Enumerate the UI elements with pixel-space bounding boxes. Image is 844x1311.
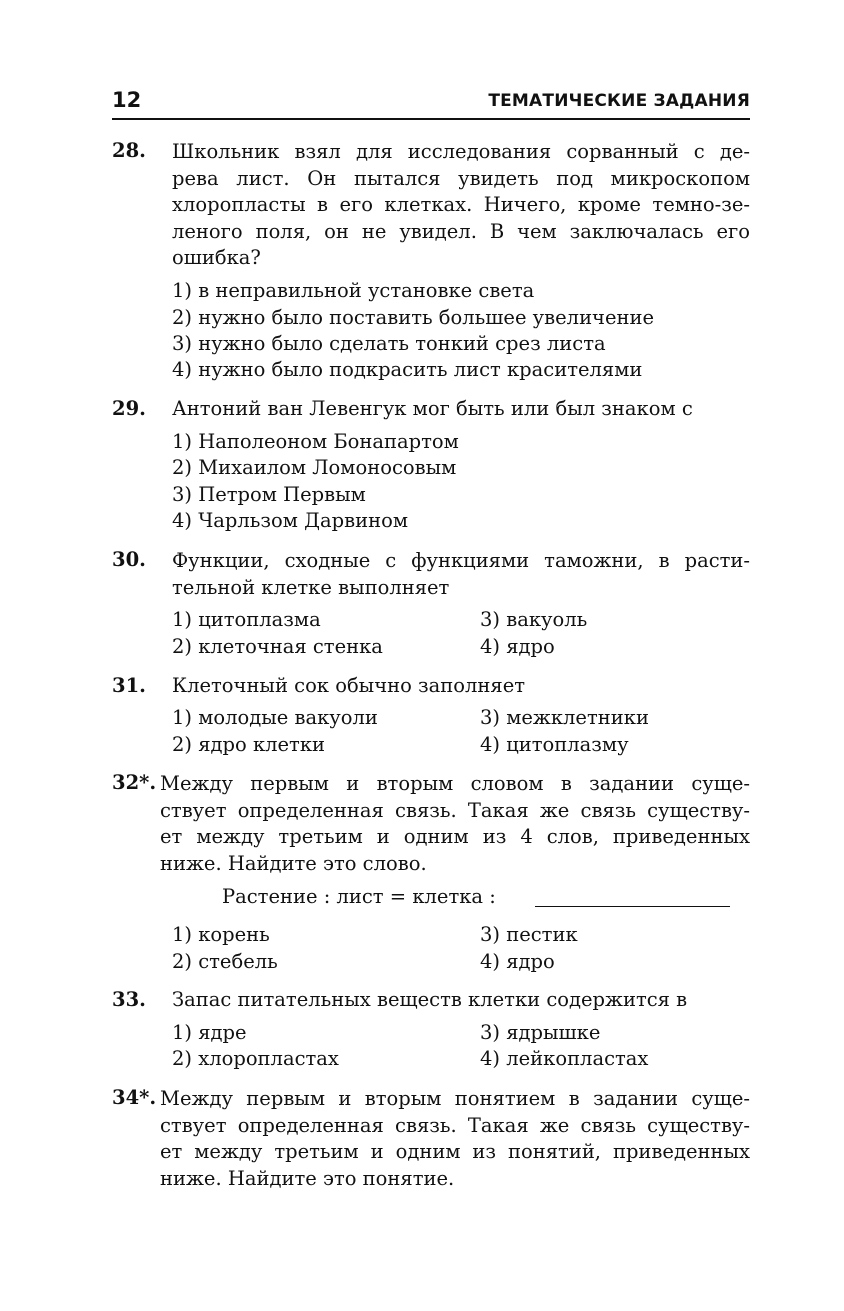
answer-option: 1) ядре xyxy=(172,1021,247,1044)
answer-option: 2) клеточная стенка xyxy=(172,635,383,658)
answer-option: 2) хлоропластах xyxy=(172,1047,339,1070)
page-header xyxy=(112,86,750,120)
answer-option: 3) вакуоль xyxy=(480,608,588,631)
answer-option: 4) цитоплазму xyxy=(480,733,629,756)
question-text xyxy=(172,139,750,272)
question-line: рева лист. Он пытался увидеть под микроскопом xyxy=(172,166,750,190)
answer-option: 4) ядро xyxy=(480,635,555,658)
answer-option: 3) нужно было сделать тонкий срез листа xyxy=(172,332,606,355)
answer-option: 2) стебель xyxy=(172,950,278,973)
question-text: Запас питательных веществ клетки содержится в xyxy=(172,988,688,1011)
answer-option: 4) нужно было подкрасить лист красителями xyxy=(172,358,643,381)
answer-option: 3) межклетники xyxy=(480,706,649,729)
answer-option: 3) ядрышке xyxy=(480,1021,601,1044)
question-text xyxy=(160,1086,750,1192)
answer-option: 4) Чарльзом Дарвином xyxy=(172,509,408,532)
answer-option: 4) ядро xyxy=(480,950,555,973)
answer-option: 1) молодые вакуоли xyxy=(172,706,378,729)
question-line: ствует определенная связь. Такая же связь существу- xyxy=(160,1113,750,1137)
question-line: Школьник взял для исследования сорванный с де- xyxy=(172,140,750,163)
question-line: ствует определенная связь. Такая же связь существу- xyxy=(160,798,750,822)
question-number: 33. xyxy=(112,988,146,1011)
question-line: ниже. Найдите это слово. xyxy=(160,851,427,875)
answer-option: 1) корень xyxy=(172,923,270,946)
answer-blank-line xyxy=(535,906,730,907)
answer-option: 2) ядро клетки xyxy=(172,733,326,756)
question-text: Антоний ван Левенгук мог быть или был знаком с xyxy=(172,397,693,420)
question-line: тельной клетке выполняет xyxy=(172,575,450,599)
answer-option: 4) лейкопластах xyxy=(480,1047,649,1070)
question-line: Между первым и вторым словом в задании суще- xyxy=(160,772,750,795)
answer-option: 3) Петром Первым xyxy=(172,483,366,506)
question-number: 32*. xyxy=(112,771,157,794)
analogy-prompt: Растение : лист = клетка : xyxy=(222,885,496,908)
question-line: ошибка? xyxy=(172,246,261,269)
question-line: Между первым и вторым понятием в задании суще- xyxy=(160,1087,750,1110)
answer-option: 3) пестик xyxy=(480,923,578,946)
question-line: ниже. Найдите это понятие. xyxy=(160,1166,455,1190)
question-line: ет между третьим и одним из 4 слов, приведенных xyxy=(160,825,750,848)
question-number: 29. xyxy=(112,397,146,420)
page-number: 12 xyxy=(112,88,142,112)
running-title: ТЕМАТИЧЕСКИЕ ЗАДАНИЯ xyxy=(488,91,750,111)
question-number: 31. xyxy=(112,674,146,697)
question-line: леного поля, он не увидел. В чем заключалась его xyxy=(172,219,750,243)
question-text xyxy=(160,771,750,877)
question-text: Клеточный сок обычно заполняет xyxy=(172,674,526,697)
question-number: 28. xyxy=(112,139,146,162)
answer-option: 1) цитоплазма xyxy=(172,608,321,631)
question-line: ет между третьим и одним из понятий, приведенных xyxy=(160,1140,750,1163)
answer-option: 2) Михаилом Ломоносовым xyxy=(172,456,457,479)
question-line: хлоропласты в его клетках. Ничего, кроме темно-зе- xyxy=(172,193,750,216)
question-number: 34*. xyxy=(112,1086,157,1109)
question-text xyxy=(172,548,750,601)
answer-option: 1) Наполеоном Бонапартом xyxy=(172,430,459,453)
answer-option: 1) в неправильной установке света xyxy=(172,279,535,302)
question-number: 30. xyxy=(112,548,146,571)
question-line: Функции, сходные с функциями таможни, в расти- xyxy=(172,549,750,572)
answer-option: 2) нужно было поставить большее увеличение xyxy=(172,306,655,329)
